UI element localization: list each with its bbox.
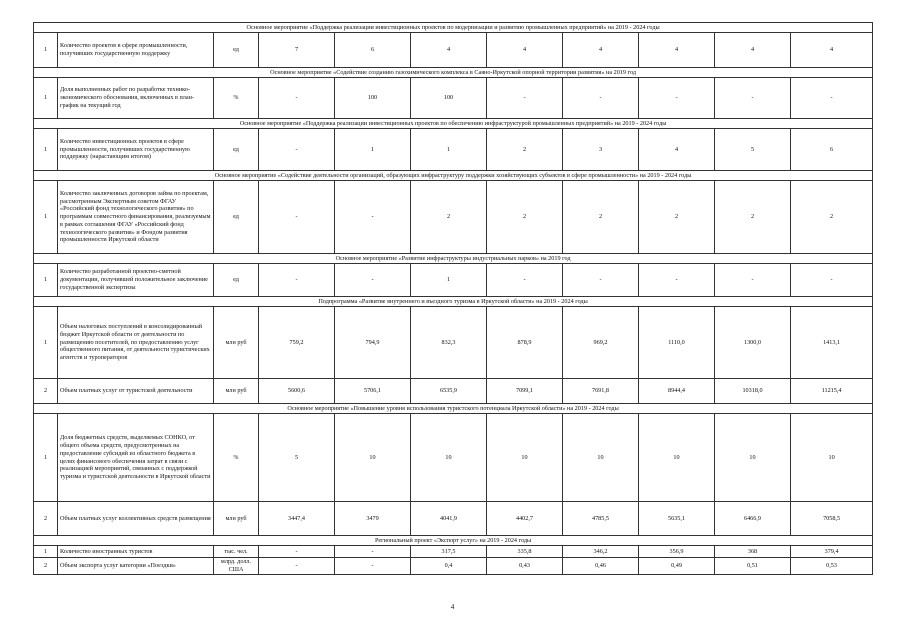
value-cell: - <box>259 546 335 558</box>
value-cell: - <box>563 78 639 119</box>
value-cell: - <box>639 78 715 119</box>
value-cell: 368 <box>715 546 791 558</box>
section-header-row <box>34 171 873 181</box>
row-number: 1 <box>34 264 58 297</box>
row-number: 1 <box>34 129 58 171</box>
indicator-name: Количество инвестиционных проектов в сфере промышленности, получивших государственную поддержку (нарастающим итогом) <box>58 129 214 171</box>
table-row <box>34 502 873 536</box>
value-cell: 832,3 <box>411 307 487 379</box>
indicator-name: Объем платных услуг коллективных средств размещения <box>58 502 214 536</box>
value-cell: - <box>335 546 411 558</box>
row-number: 1 <box>34 546 58 558</box>
unit-of-measure: млн руб <box>214 379 259 404</box>
unit-of-measure: ед <box>214 33 259 68</box>
value-cell: 1110,0 <box>639 307 715 379</box>
value-cell: 1 <box>411 264 487 297</box>
table-row <box>34 379 873 404</box>
value-cell: 1300,0 <box>715 307 791 379</box>
value-cell: - <box>259 558 335 575</box>
value-cell: 7691,8 <box>563 379 639 404</box>
table-row <box>34 33 873 68</box>
value-cell: 10 <box>715 414 791 502</box>
value-cell: 6466,9 <box>715 502 791 536</box>
table-row <box>34 78 873 119</box>
value-cell: - <box>335 264 411 297</box>
value-cell: - <box>791 78 873 119</box>
value-cell: 4785,5 <box>563 502 639 536</box>
value-cell: 379,4 <box>791 546 873 558</box>
value-cell: - <box>715 78 791 119</box>
value-cell: 2 <box>411 181 487 254</box>
unit-of-measure: % <box>214 414 259 502</box>
unit-of-measure: ед <box>214 129 259 171</box>
value-cell: 0,53 <box>791 558 873 575</box>
value-cell: 0,43 <box>487 558 563 575</box>
section-title: Основное мероприятие «Содействие созданию газохимического комплекса в Саяно-Иркутской опорной территории развития» на 2019 год <box>34 68 873 78</box>
value-cell: 1413,1 <box>791 307 873 379</box>
indicators-table <box>33 22 873 575</box>
value-cell: 10 <box>335 414 411 502</box>
value-cell: 5 <box>259 414 335 502</box>
value-cell: - <box>259 264 335 297</box>
value-cell: 4 <box>487 33 563 68</box>
row-number: 2 <box>34 558 58 575</box>
value-cell: 6 <box>791 129 873 171</box>
value-cell: 100 <box>335 78 411 119</box>
value-cell: 878,9 <box>487 307 563 379</box>
value-cell: 1 <box>411 129 487 171</box>
value-cell: - <box>259 78 335 119</box>
value-cell: 11215,4 <box>791 379 873 404</box>
value-cell: 7058,5 <box>791 502 873 536</box>
value-cell: 4 <box>563 33 639 68</box>
value-cell: 0,51 <box>715 558 791 575</box>
value-cell: 335,8 <box>487 546 563 558</box>
section-header-row <box>34 68 873 78</box>
value-cell: 5600,6 <box>259 379 335 404</box>
value-cell: - <box>259 129 335 171</box>
value-cell: - <box>487 264 563 297</box>
value-cell: 356,9 <box>639 546 715 558</box>
section-header-row <box>34 254 873 264</box>
value-cell: 2 <box>639 181 715 254</box>
value-cell: 1 <box>335 129 411 171</box>
value-cell: 4 <box>411 33 487 68</box>
value-cell: 4 <box>715 33 791 68</box>
value-cell: 794,9 <box>335 307 411 379</box>
table-row <box>34 181 873 254</box>
value-cell: 4 <box>791 33 873 68</box>
value-cell: 2 <box>563 181 639 254</box>
value-cell: 10 <box>411 414 487 502</box>
value-cell: 4041,9 <box>411 502 487 536</box>
table-row <box>34 558 873 575</box>
value-cell: 317,5 <box>411 546 487 558</box>
unit-of-measure: тыс. чел. <box>214 546 259 558</box>
section-title: Основное мероприятие «Содействие деятельности организаций, образующих инфраструктуру поддержки хозяйствующих субъектов в сфере промышленности» на 2019 - 2024 годы <box>34 171 873 181</box>
table-row <box>34 264 873 297</box>
table-row <box>34 307 873 379</box>
value-cell: - <box>335 181 411 254</box>
value-cell: - <box>563 264 639 297</box>
indicator-name: Количество разработанной проектно-сметной документации, получившей положительное заключение государственной экспертизы <box>58 264 214 297</box>
section-title: Основное мероприятие «Поддержка реализации инвестиционных проектов по модернизации и развитию промышленных предприятий» на 2019 - 2024 годы <box>34 23 873 33</box>
value-cell: 6535,9 <box>411 379 487 404</box>
indicator-name: Количество иностранных туристов <box>58 546 214 558</box>
unit-of-measure: млн руб <box>214 307 259 379</box>
page-number: 4 <box>450 603 455 611</box>
unit-of-measure: млн руб <box>214 502 259 536</box>
value-cell: 0,46 <box>563 558 639 575</box>
section-header-row <box>34 23 873 33</box>
value-cell: - <box>791 264 873 297</box>
section-title: Основное мероприятие «Поддержка реализации инвестиционных проектов по обеспечению инфраструктурой промышленных предприятий» на 2019 - 2024 годы <box>34 119 873 129</box>
value-cell: - <box>639 264 715 297</box>
table-row <box>34 129 873 171</box>
indicator-name: Объем платных услуг от туристской деятельности <box>58 379 214 404</box>
unit-of-measure: млрд. долл. США <box>214 558 259 575</box>
section-title: Подпрограмма «Развитие внутреннего и въездного туризма в Иркутской области» на 2019 - 2024 годы <box>34 297 873 307</box>
value-cell: 2 <box>791 181 873 254</box>
section-title: Региональный проект «Экспорт услуг» на 2019 - 2024 годы <box>34 536 873 546</box>
value-cell: 2 <box>487 129 563 171</box>
value-cell: 8944,4 <box>639 379 715 404</box>
unit-of-measure: ед <box>214 181 259 254</box>
value-cell: 7099,1 <box>487 379 563 404</box>
row-number: 1 <box>34 181 58 254</box>
row-number: 1 <box>34 33 58 68</box>
value-cell: 2 <box>715 181 791 254</box>
table-row <box>34 546 873 558</box>
value-cell: 759,2 <box>259 307 335 379</box>
indicator-name: Объем экспорта услуг категории «Поездки» <box>58 558 214 575</box>
row-number: 1 <box>34 414 58 502</box>
value-cell: 0,4 <box>411 558 487 575</box>
value-cell: 7 <box>259 33 335 68</box>
row-number: 2 <box>34 502 58 536</box>
value-cell: 346,2 <box>563 546 639 558</box>
value-cell: 10 <box>563 414 639 502</box>
table-row <box>34 414 873 502</box>
section-header-row <box>34 119 873 129</box>
row-number: 1 <box>34 78 58 119</box>
value-cell: 5706,1 <box>335 379 411 404</box>
value-cell: - <box>487 78 563 119</box>
value-cell: 5 <box>715 129 791 171</box>
value-cell: 10 <box>639 414 715 502</box>
value-cell: - <box>335 558 411 575</box>
value-cell: - <box>259 181 335 254</box>
section-header-row <box>34 297 873 307</box>
value-cell: 5635,1 <box>639 502 715 536</box>
value-cell: 4 <box>639 129 715 171</box>
indicator-name: Количество проектов в сфере промышленности, получивших государственную поддержку <box>58 33 214 68</box>
unit-of-measure: % <box>214 78 259 119</box>
value-cell: 0,49 <box>639 558 715 575</box>
indicator-name: Доля выполненных работ по разработке технико-экономического обоснования, включенных в план-график на текущий год <box>58 78 214 119</box>
section-title: Основное мероприятие «Развитие инфраструктуры индустриальных парков» на 2019 год <box>34 254 873 264</box>
indicator-name: Количество заключенных договоров займа по проектам, рассмотренным Экспертным советом ФГАУ «Российский фонд технологического развития» по программам совместного финансирования, реализуемым в рамках соглашения ФГАУ «Российский фонд технологического развития» и Фондом развития промышленности Иркутской области <box>58 181 214 254</box>
value-cell: 3447,4 <box>259 502 335 536</box>
value-cell: 4 <box>639 33 715 68</box>
section-header-row <box>34 536 873 546</box>
indicator-name: Доля бюджетных средств, выделяемых СОНКО, от общего объема средств, предусмотренных на предоставление субсидий из областного бюджета в целях финансового обеспечения затрат в связи с реализацией мероприятий, связанных с поддержкой туризма и туристской деятельности в Иркутской области <box>58 414 214 502</box>
value-cell: 969,2 <box>563 307 639 379</box>
value-cell: 10 <box>791 414 873 502</box>
value-cell: 6 <box>335 33 411 68</box>
row-number: 1 <box>34 307 58 379</box>
unit-of-measure: ед <box>214 264 259 297</box>
value-cell: 10 <box>487 414 563 502</box>
value-cell: 100 <box>411 78 487 119</box>
section-header-row <box>34 404 873 414</box>
value-cell: 2 <box>487 181 563 254</box>
value-cell: - <box>715 264 791 297</box>
value-cell: 4402,7 <box>487 502 563 536</box>
indicator-name: Объем налоговых поступлений в консолидированный бюджет Иркутской области от деятельности по размещению посетителей, по предоставлению услуг общественного питания, от деятельности туристических агентств и туроператоров <box>58 307 214 379</box>
value-cell: 3 <box>563 129 639 171</box>
row-number: 2 <box>34 379 58 404</box>
value-cell: 10318,0 <box>715 379 791 404</box>
value-cell: 3479 <box>335 502 411 536</box>
section-title: Основное мероприятие «Повышение уровня использования туристского потенциала Иркутской области» на 2019 - 2024 годы <box>34 404 873 414</box>
